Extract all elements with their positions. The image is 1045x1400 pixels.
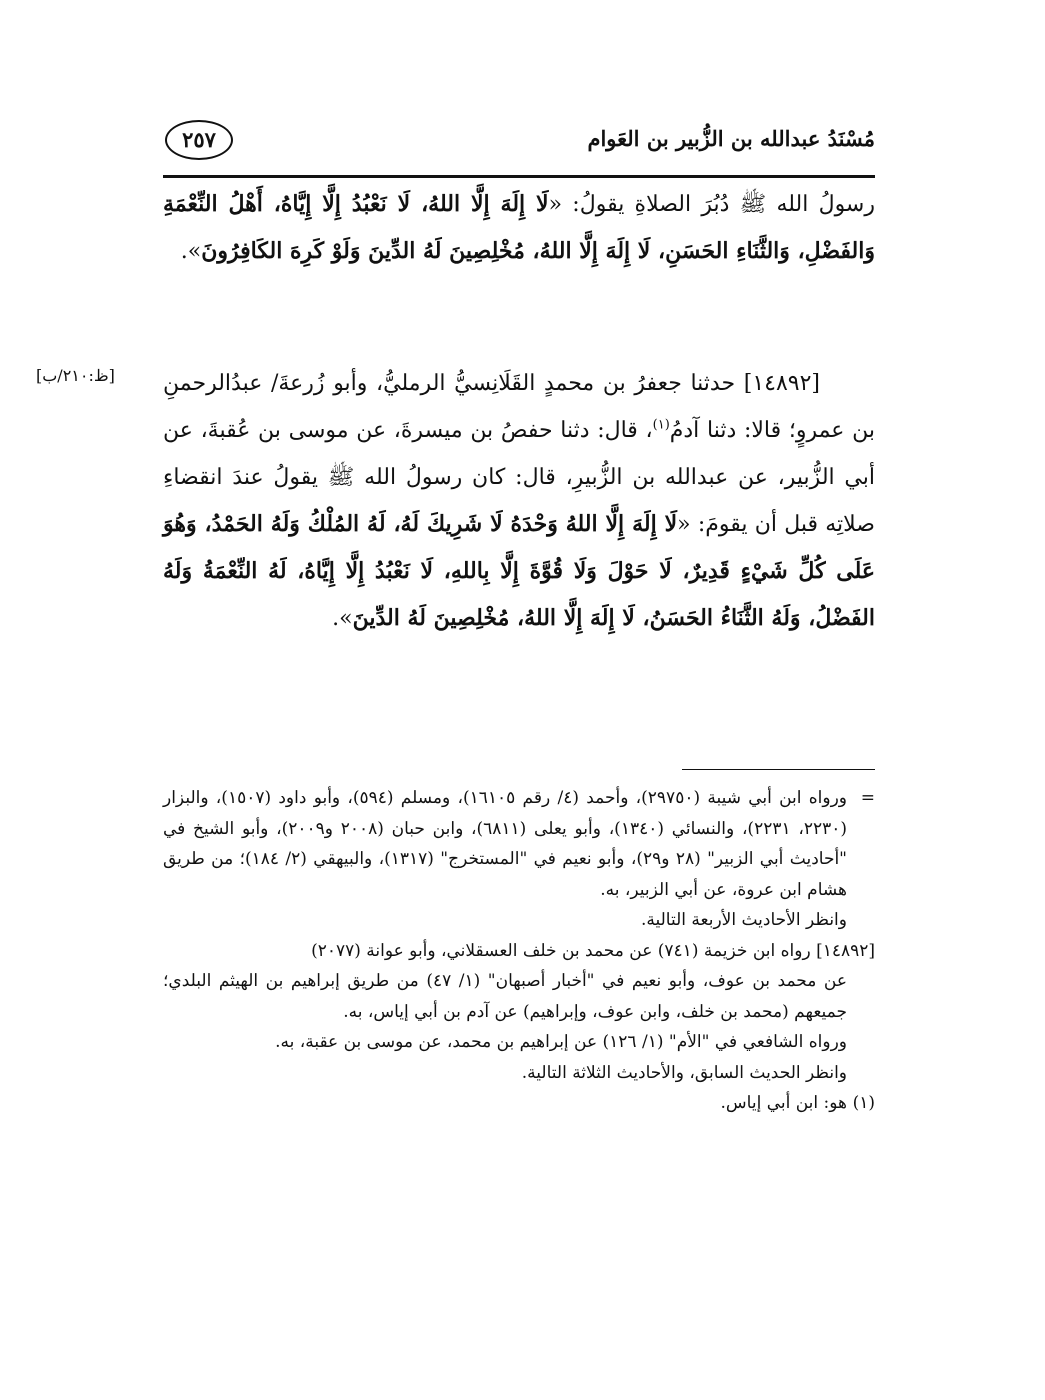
footnote-14892 — [163, 936, 875, 1089]
hadith-end: ». — [332, 606, 353, 631]
footnote-number: (١) — [852, 1093, 875, 1113]
footnote-line: وانظر الحديث السابق، والأحاديث الثلاثة التالية. — [521, 1062, 847, 1083]
footnote-1 — [163, 1088, 875, 1119]
page-number: ٢٥٧ — [165, 120, 233, 160]
hadith-quote: لَا إِلَهَ إِلَّا اللهُ وَحْدَهُ لَا شَرِيكَ لَهُ، لَهُ المُلْكُ وَلَهُ الحَمْدُ، وَهُوَ عَلَى كُلِّ شَيْءٍ قَدِيرٌ، لَا حَوْلَ وَلَا قُوَّةَ إِلَّا بِاللهِ، لَا نَعْبُدُ إِلَّا إِيَّاهُ، لَهُ النِّعْمَةُ وَلَهُ الفَضْلُ، وَلَهُ الثَّنَاءُ الحَسَنُ، لَا إِلَهَ إِلَّا اللهُ، مُخْلِصِينَ لَهُ الدِّينَ — [163, 511, 875, 631]
hadith-text-b: ، قال: دثنا حفصُ بن ميسرةَ، عن موسى بن عُقبةَ، عن أبي الزُّبير، عن عبدالله بن الزُّبيرِ، قال: كان رسولُ الله ﷺ يقولُ عندَ انقضاءِ صلاتِه قبل أن يقومَ: « — [163, 418, 875, 537]
footnote-line: ورواه ابن أبي شيبة (٢٩٧٥٠)، وأحمد (٤/ رقم ١٦١٠٥)، ومسلم (٥٩٤)، وأبو داود (١٥٠٧)، والبزار (٢٢٣٠، ٢٢٣١)، والنسائي (١٣٤٠)، وأبو يعلى (٦٨١١)، وابن حبان (٢٠٠٨ و٢٠٠٩)، وأبو الشيخ في "أحاديث أبي الزبير" (٢٨ و٢٩)، وأبو نعيم في "المستخرج" (١٣١٧)، والبيهقي (٢/ ١٨٤)؛ من طريق هشام ابن عروة، عن أبي الزبير، به. — [163, 788, 848, 900]
footnote-line: وانظر الأحاديث الأربعة التالية. — [640, 910, 847, 930]
paragraph-1-end: ». — [180, 239, 202, 264]
footnote-continuation — [163, 783, 875, 936]
paragraph-1 — [163, 181, 875, 275]
header-rule — [163, 175, 875, 178]
page-header — [163, 112, 875, 172]
footnote-rule — [682, 769, 875, 770]
footnote-line: [١٤٨٩٢] رواه ابن خزيمة (٧٤١) عن محمد بن خلف العسقلاني، وأبو عوانة (٢٠٧٧) — [311, 940, 875, 961]
paragraph-1-quote: لَا إِلَهَ إِلَّا اللهُ، لَا نَعْبُدُ إِلَّا إِيَّاهُ، أَهْلُ النِّعْمَةِ وَالفَضْلِ، وَالثَّنَاءِ الحَسَنِ، لَا إِلَهَ إِلَّا اللهُ، مُخْلِصِينَ لَهُ الدِّينَ وَلَوْ كَرِهَ الكَافِرُونَ — [163, 191, 875, 264]
hadith-14892 — [163, 360, 875, 642]
running-title: مُسْنَدُ عبدالله بن الزُّبير بن العَوام — [587, 126, 875, 151]
hadith-text-a: [١٤٨٩٢] حدثنا جعفرُ بن محمدٍ القَلَانِسيُّ الرمليُّ، وأبو زُرعةَ/ عبدُالرحمنِ بن عمروٍ؛ قالا: دثنا آدمُ — [163, 371, 875, 443]
footnote-line: هو: ابن أبي إياس. — [720, 1093, 847, 1113]
paragraph-1-intro: رسولُ الله ﷺ دُبُرَ الصلاةِ يقولُ: « — [548, 192, 875, 217]
footnote-line: ورواه الشافعي في "الأم" (١/ ١٢٦) عن إبراهيم بن محمد، عن موسى بن عقبة، به. — [275, 1032, 847, 1052]
footnotes — [163, 783, 875, 1119]
continuation-marker: = — [860, 788, 875, 808]
footnote-line: عن محمد بن عوف، وأبو نعيم في "أخبار أصبهان" (١/ ٤٧) من طريق إبراهيم بن الهيثم البلدي؛ جميعهم (محمد بن خلف، وابن عوف، وإبراهيم) عن آدم بن أبي إياس، به. — [163, 971, 847, 1022]
margin-reference: [ظ:٢١٠/ب] — [36, 366, 115, 385]
footnote-ref: (١) — [652, 417, 670, 433]
